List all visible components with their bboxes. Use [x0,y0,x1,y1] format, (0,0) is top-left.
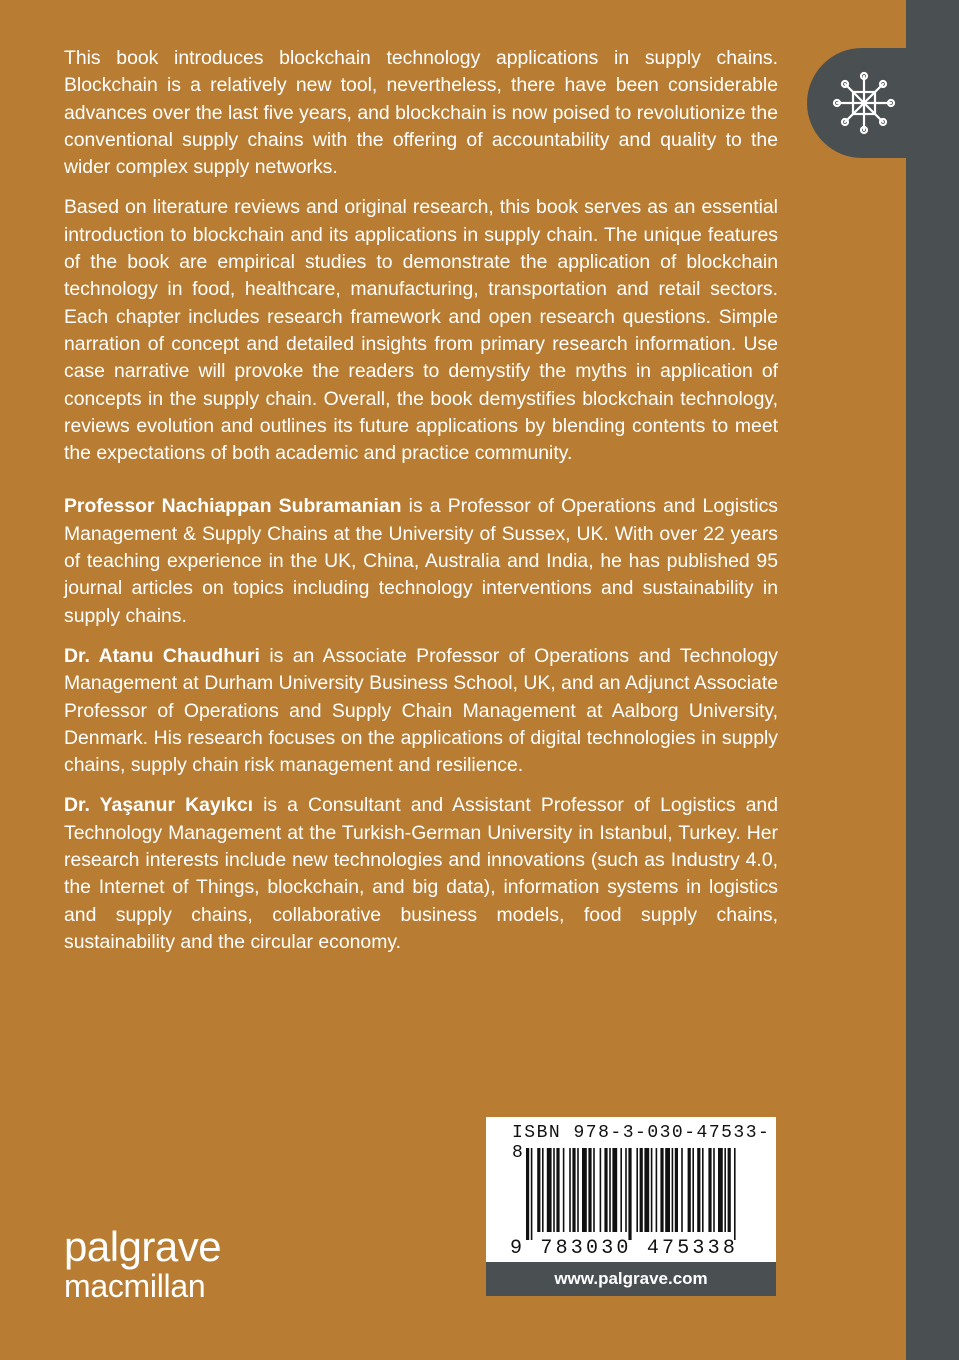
barcode-bar [688,1148,691,1232]
barcode-bar [724,1148,726,1232]
barcode-bar [702,1148,704,1232]
palgrave-logo-tab [807,48,959,158]
barcode-bar [572,1148,575,1232]
barcode-bar [620,1148,622,1232]
author-bio-text: is an Associate Professor of Operations and Technology Management at Durham University Business School, UK, and an Adjunct Associate Professor of Operations and Supply Chain Management at Aalborg University, Denmark. His research focuses on the applications of digital technologies in supply chains, supply chain risk management and resilience. [64,644,778,777]
barcode-bar [600,1148,602,1232]
barcode-bar [628,1148,631,1240]
barcode-bar [636,1148,638,1232]
author-name: Professor Nachiappan Subramanian [64,495,402,518]
barcode-digits: 9 783030 475338 [510,1237,739,1260]
barcode-bar [651,1148,653,1232]
barcode-bar [656,1148,658,1232]
description-paragraph: This book introduces blockchain technology applications in supply chains. Blockchain is a relatively new tool, nevertheless, there have been considerable advances over the last five years, and blockchain is now poised to revolutionize the conventional supply chains with the offering of accountability and quality to the wider complex supply networks. [64,47,778,179]
author-bio [64,792,778,956]
barcode-bar [531,1148,533,1240]
barcode-image [526,1148,738,1240]
barcode-bar [692,1148,694,1232]
barcode-bar [625,1148,627,1232]
author-name: Dr. Atanu Chaudhuri [64,644,260,667]
isbn-barcode-box [486,1117,776,1267]
author-bio-text: is a Professor of Operations and Logistics Management & Supply Chains at the University of Sussex, UK. With over 22 years of teaching experience in the UK, China, Australia and India, he has published 95 journal articles on topics including technology interventions and sustainability in supply chains. [64,495,779,627]
barcode-bar [553,1148,555,1232]
publisher-name-line2: macmillan [64,1268,206,1304]
author-bio [64,643,778,779]
barcode-bar [708,1148,711,1232]
barcode-bar [563,1148,565,1232]
barcode-bar [537,1148,540,1232]
barcode-bar [672,1148,674,1232]
barcode-bar [547,1148,552,1232]
barcode-bar [604,1148,607,1232]
palgrave-star-icon [829,68,899,138]
barcode-bar [593,1148,595,1232]
barcode-bar [542,1148,544,1232]
barcode-bar [612,1148,617,1232]
barcode-bar [734,1148,736,1240]
barcode-bar [526,1148,529,1240]
author-name: Dr. Yaşanur Kayıkcı [64,794,254,817]
barcode-bar [665,1148,670,1232]
description-paragraph: Based on literature reviews and original research, this book serves as an essential introduction to blockchain and its applications in supply chain. The unique features of the book are empirical studies to demonstrate the application of blockchain technology in food, healthcare, manufacturing, transportation and retail sectors. Each chapter includes research framework and open research questions. Simple narration of concept and detailed insights from primary research information. Use case narrative will provoke the readers to demystify the myths in application of concepts in the supply chain. Overall, the book demystifies blockchain technology, reviews evolution and outlines its future applications by blending contents to meet the expectations of both academic and practice community. [64,196,778,465]
back-cover-text [64,45,778,969]
barcode-bar [697,1148,700,1232]
barcode-bar [713,1148,715,1232]
spine [906,0,959,1360]
barcode-bar [609,1148,611,1232]
author-bio-text: is a Consultant and Assistant Professor of Logistics and Technology Management at the Turkish-German University in Istanbul, Turkey. Her research interests include new technologies and innovations (such as Industry 4.0, the Internet of Things, blockchain, and big data), information systems in logistics and supply chains, collaborative business models, food supply chains, sustainability and the circular economy. [64,794,778,953]
barcode-bar [556,1148,559,1232]
barcode-bar [675,1148,678,1232]
barcode-bar [660,1148,663,1232]
publisher-name-line1: palgrave [64,1223,222,1270]
barcode-bar [640,1148,643,1232]
barcode-bar [582,1148,587,1232]
barcode-bar [644,1148,649,1232]
barcode-bar [588,1148,591,1232]
barcode-bar [718,1148,723,1232]
barcode-bar [728,1148,731,1232]
publisher-url: www.palgrave.com [486,1262,776,1296]
author-bio [64,493,778,629]
publisher-logo [64,1223,222,1304]
barcode-bar [577,1148,579,1232]
barcode-bar [681,1148,683,1232]
barcode-bar [569,1148,571,1232]
isbn-label: ISBN 978-3-030-47533-8 [512,1123,771,1163]
